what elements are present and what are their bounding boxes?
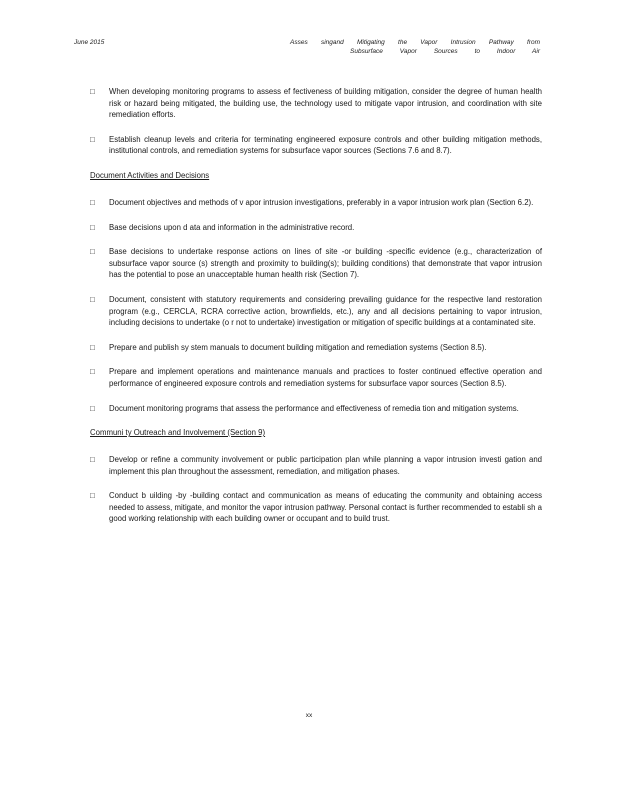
list-item <box>90 403 542 415</box>
bullet-icon: □ <box>90 294 95 304</box>
list-item <box>90 490 542 525</box>
list-item <box>90 342 542 354</box>
list-item <box>90 197 542 209</box>
list-item <box>90 454 542 477</box>
list-item-text: Document objectives and methods of v apor intrusion investigations, preferably in a vapor intrusion work plan (Section 6.2). <box>109 197 534 207</box>
header-date: June 2015 <box>74 39 105 46</box>
section-heading <box>90 427 542 438</box>
bullet-list-document <box>90 197 542 414</box>
list-item <box>90 134 542 157</box>
list-item-text: Establish cleanup levels and criteria for terminating engineered exposure controls and other building mitigation methods, institutional controls, and remediation systems for subsurface vapor sources (Sections 7.6 and 8.7). <box>109 134 542 156</box>
bullet-icon: □ <box>90 367 95 377</box>
bullet-list-intro <box>90 86 542 157</box>
list-item <box>90 246 542 281</box>
bullet-icon: □ <box>90 342 95 352</box>
list-item-text: Base decisions to undertake response actions on lines of site -or building -specific evidence (e.g., characterization of subsurface vapor source (s) strength and proximity to building(s); building conditions) that demonstrate that vapor intrusion has the potential to pose an unacceptable human health risk (Section 7). <box>109 247 542 280</box>
bullet-icon: □ <box>90 455 95 465</box>
list-item <box>90 86 542 121</box>
header-title-line2: Subsurface Vapor Sources to Indoor Air <box>350 48 540 55</box>
list-item-text: Prepare and publish sy stem manuals to document building mitigation and remediation systems (Section 8.5). <box>109 342 487 352</box>
section-heading-text: Document Activities and Decisions <box>90 170 210 180</box>
document-body <box>90 86 542 538</box>
bullet-icon: □ <box>90 491 95 501</box>
bullet-icon: □ <box>90 222 95 232</box>
list-item-text: Document monitoring programs that assess the performance and effectiveness of remedia tion and mitigation systems. <box>109 403 519 413</box>
list-item-text: Prepare and implement operations and maintenance manuals and practices to foster continued effective operation and performance of engineered exposure controls and remediation systems for subsurface vapor sources (Section 8.5). <box>109 367 542 388</box>
header-title <box>290 38 540 56</box>
bullet-icon: □ <box>90 87 95 96</box>
list-item-text: Develop or refine a community involvement or public participation plan while planning a vapor intrusion investi gation and implement this plan throughout the assessment, remediation, and mitigation phases. <box>109 455 542 476</box>
section-heading-text: Communi ty Outreach and Involvement (Section 9) <box>90 428 266 438</box>
list-item <box>90 294 542 329</box>
bullet-icon: □ <box>90 247 95 257</box>
page-number: xx <box>305 712 313 719</box>
list-item <box>90 222 542 234</box>
bullet-icon: □ <box>90 403 95 413</box>
header-title-line1: Asses singand Mitigating the Vapor Intrusion Pathway from <box>290 39 540 46</box>
bullet-icon: □ <box>90 197 95 207</box>
list-item <box>90 366 542 389</box>
list-item-text: Conduct b uilding -by -building contact and communication as means of educating the community and obtaining access needed to assess, mitigate, and monitor the vapor intrusion pathway. Personal contact is further recommended to establi sh a good working relationship with each building owner or occupant and to build trust. <box>109 491 542 524</box>
bullet-icon: □ <box>90 134 95 144</box>
section-heading <box>90 170 542 181</box>
bullet-list-outreach <box>90 454 542 525</box>
list-item-text: Document, consistent with statutory requirements and considering prevailing guidance for the respective land restoration program (e.g., CERCLA, RCRA corrective action, brownfields, etc.), any and all decisions pertaining to vapor intrusion, including decisions to undertake (o r not to undertake) investigation or mitigation of specific buildings at a contaminated site. <box>109 294 542 328</box>
list-item-text: Base decisions upon d ata and information in the administrative record. <box>109 222 355 232</box>
list-item-text: When developing monitoring programs to assess ef fectiveness of building mitigation, consider the degree of human health risk or hazard being mitigated, the building use, the technology used to mitigate vapor intrusion, and coordination with site remediation efforts. <box>109 87 542 120</box>
